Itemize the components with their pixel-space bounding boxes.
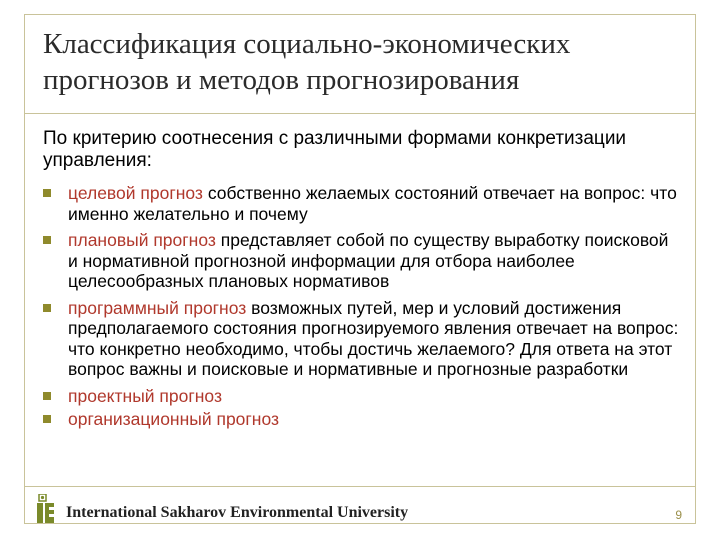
square-bullet-icon <box>43 236 51 244</box>
list-item <box>43 386 683 407</box>
title-divider <box>24 113 696 114</box>
item-text: представляет собой по существу выработку поисковой и нормативной прогнозной информации для отбора наиболее целесообразных плановых нормативов <box>68 230 669 291</box>
item-term: плановый прогноз <box>68 230 216 250</box>
list-item <box>43 230 683 292</box>
square-bullet-icon <box>43 189 51 197</box>
list-item <box>43 409 683 430</box>
intro-text: По критерию соотнесения с различными формами конкретизации управления: <box>43 128 627 171</box>
item-term: целевой прогноз <box>68 183 203 203</box>
list-item <box>43 183 683 224</box>
square-bullet-icon <box>43 304 51 312</box>
list-item <box>43 298 683 380</box>
item-term: проектный прогноз <box>68 385 222 406</box>
item-term: программный прогноз <box>68 297 247 318</box>
slide-title: Классификация социально-экономических прогнозов и методов прогнозирования <box>43 28 571 96</box>
square-bullet-icon <box>43 392 51 400</box>
item-term: организационный прогноз <box>68 409 280 429</box>
item-text: собственно желаемых состояний отвечает на вопрос: что именно желательно и почему <box>68 183 677 224</box>
item-text: возможных путей, мер и условий достижения предполагаемого состояния прогнозируемого явления отвечает на вопрос: что конкретно необходимо, чтобы достичь желаемого? Для ответа на этот вопрос важны и поисковые и нормативные и прогнозные разработки <box>68 297 679 379</box>
university-logo-icon <box>36 494 58 524</box>
footer-university-name: International Sakharov Environmental University <box>66 504 409 521</box>
square-bullet-icon <box>43 415 51 423</box>
footer-divider <box>24 486 696 487</box>
page-number: 9 <box>675 508 682 522</box>
bullet-list <box>43 183 683 436</box>
